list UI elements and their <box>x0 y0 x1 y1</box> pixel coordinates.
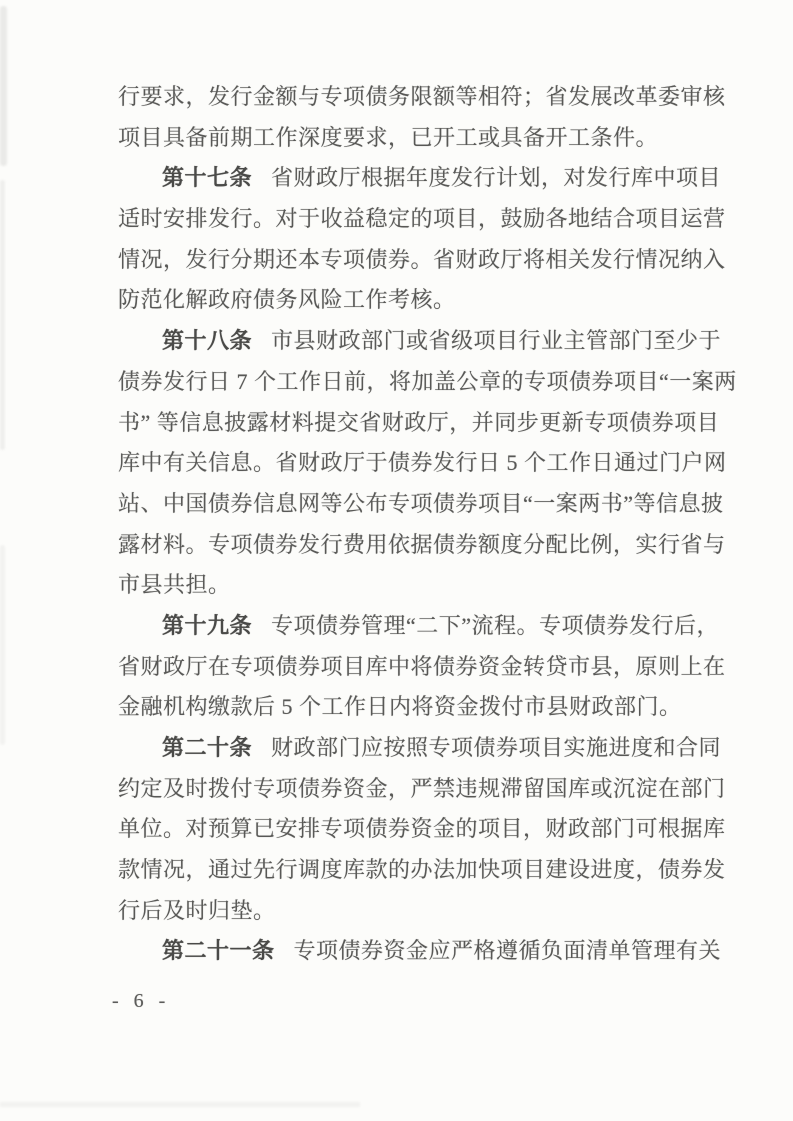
text-line <box>118 525 726 566</box>
line-text: 单位。对预算已安排专项债券资金的项目，财政部门可根据库 <box>118 816 726 842</box>
line-text: 书” 等信息披露材料提交省财政厅，并同步更新专项债券项目 <box>118 409 720 435</box>
article-number: 第十八条 <box>162 328 253 354</box>
article-start-line <box>118 931 722 972</box>
line-text: 行后及时归垫。 <box>118 897 276 923</box>
line-text: 金融机构缴款后 5 个工作日内将资金拨付市县财政部门。 <box>118 694 682 720</box>
line-text: 露材料。专项债券发行费用依据债券额度分配比例，实行省与 <box>118 531 726 557</box>
article-start-line <box>118 728 722 769</box>
line-text: 债券发行日 7 个工作日前，将加盖公章的专项债券项目“一案两 <box>118 368 737 394</box>
article-start-line <box>118 606 720 647</box>
line-text: 约定及时拨付专项债券资金，严禁违规滞留国库或沉淀在部门 <box>118 775 726 801</box>
article-number: 第十七条 <box>162 165 253 191</box>
article-number: 第十九条 <box>162 612 253 638</box>
scan-artifact <box>0 180 5 450</box>
article-number: 第二十一条 <box>162 938 275 964</box>
text-line <box>118 118 714 159</box>
text-line <box>118 362 737 403</box>
text-line <box>118 199 726 240</box>
line-text: 专项债券资金应严格遵循负面清单管理有关 <box>293 938 722 964</box>
line-text: 防范化解政府债务风险工作考核。 <box>118 287 456 313</box>
scan-artifact <box>0 6 7 166</box>
document-body <box>118 77 737 972</box>
text-line <box>118 891 714 932</box>
article-start-line <box>118 321 722 362</box>
text-line <box>118 240 726 281</box>
line-text: 市县财政部门或省级项目行业主管部门至少于 <box>271 328 722 354</box>
text-line <box>118 484 724 525</box>
line-text: 行要求，发行金额与专项债务限额等相符；省发展改革委审核 <box>118 84 726 109</box>
line-text: 专项债券管理“二下”流程。专项债券发行后， <box>271 612 720 638</box>
line-text: 财政部门应按照专项债券项目实施进度和合同 <box>271 735 722 760</box>
article-start-line <box>118 158 722 199</box>
text-line <box>118 443 727 484</box>
line-text: 站、中国债券信息网等公布专项债券项目“一案两书”等信息披 <box>118 490 724 516</box>
scan-artifact <box>0 1102 360 1107</box>
text-line <box>118 769 726 810</box>
line-text: 库中有关信息。省财政厅于债券发行日 5 个工作日通过门户网 <box>118 450 727 476</box>
text-line <box>118 403 720 444</box>
scan-artifact <box>0 545 5 745</box>
line-text: 款情况，通过先行调度库款的办法加快项目建设进度，债券发 <box>118 857 726 883</box>
text-line <box>118 687 714 728</box>
line-text: 情况，发行分期还本专项债券。省财政厅将相关发行情况纳入 <box>118 246 726 272</box>
page-number: - 6 - <box>112 990 171 1012</box>
article-number: 第二十条 <box>162 735 253 760</box>
text-line <box>118 77 726 118</box>
line-text: 省财政厅根据年度发行计划，对发行库中项目 <box>271 165 722 191</box>
text-line <box>118 809 726 850</box>
text-line <box>118 565 714 606</box>
line-text: 适时安排发行。对于收益稳定的项目，鼓励各地结合项目运营 <box>118 206 726 232</box>
line-text: 市县共担。 <box>118 572 231 598</box>
text-line <box>118 850 726 891</box>
text-line <box>118 647 726 688</box>
text-line <box>118 280 714 321</box>
line-text: 省财政厅在专项债券项目库中将债券资金转贷市县，原则上在 <box>118 653 726 679</box>
line-text: 项目具备前期工作深度要求，已开工或具备开工条件。 <box>118 124 659 150</box>
